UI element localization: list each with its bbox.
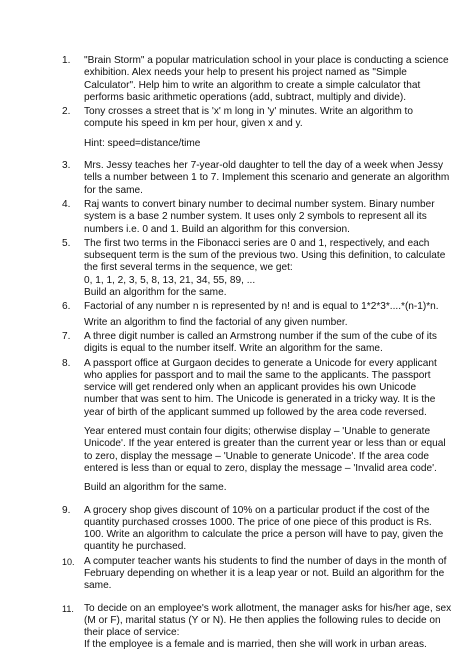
item-number: 1.: [62, 55, 71, 66]
item-number: 9.: [62, 504, 71, 516]
item-number: 2.: [62, 106, 71, 118]
list-item-5: [62, 238, 452, 299]
item-number: 6.: [62, 301, 71, 313]
item-number: 7.: [62, 330, 71, 342]
list-item-11: [62, 603, 452, 652]
item-text: A three digit number is called an Armstrong number if the sum of the cube of its digits is equal to the number itself. Write an algorithm for the same.: [84, 330, 437, 355]
list-item-9: [62, 505, 452, 554]
item-number: 10.: [62, 556, 75, 567]
item-text: Factorial of any number n is represented by n! and is equal to 1*2*3*....*(n-1)*n.: [84, 301, 439, 313]
item-text: A passport office at Gurgaon decides to generate a Unicode for every applicant who applies for passport and to mail the same to the applicants. The passport service will get rendered only when an applicant provides his own Unicode number that was sent to him. The Unicode is generated in a tricky way. It is the year of birth of the applicant summed up followed by the area code reversed.: [84, 357, 437, 418]
item-instruction: Build an algorithm for the same.: [84, 482, 227, 494]
item-number: 8.: [62, 357, 71, 369]
list-item-8: [62, 358, 452, 495]
item-rules: Year entered must contain four digits; otherwise display – 'Unable to generate Unicode'. If the year entered is greater than the current year or less than or equal to zero, display the message – 'Unable to generate Unicode'. If the area code entered is less than or equal to zero, display the message – 'Invalid area code'.: [84, 426, 446, 474]
item-text: Tony crosses a street that is 'x' m long in 'y' minutes. Write an algorithm to compute his speed in km per hour, given x and y.: [84, 106, 413, 130]
item-text: Mrs. Jessy teaches her 7-year-old daughter to tell the day of a week when Jessy tells a number between 1 to 7. Implement this scenario and generate an algorithm for the same.: [84, 160, 450, 196]
item-text: The first two terms in the Fibonacci series are 0 and 1, respectively, and each subsequent term is the sum of the previous two. Using this definition, to calculate the first several terms in the sequence, we get:: [84, 237, 446, 274]
item-number: 5.: [62, 237, 71, 249]
item-sequence: 0, 1, 1, 2, 3, 5, 8, 13, 21, 34, 55, 89, ...: [84, 274, 256, 286]
item-hint: Hint: speed=distance/time: [84, 137, 201, 149]
item-instruction: Build an algorithm for the same.: [84, 287, 227, 299]
item-text: A computer teacher wants his students to find the number of days in the month of February depending on whether it is a leap year or not. Build an algorithm for the same.: [84, 555, 447, 592]
list-item-3: [62, 160, 452, 197]
list-item-6: [62, 301, 452, 329]
item-instruction: Write an algorithm to find the factorial of any given number.: [84, 316, 348, 328]
item-number: 4.: [62, 198, 71, 210]
list-item-1: [62, 55, 452, 104]
item-text: To decide on an employee's work allotment, the manager asks for his/her age, sex (M or F), marital status (Y or N). He then applies the following rules to decide on their place of service:: [84, 602, 452, 639]
list-item-4: [62, 199, 452, 236]
item-number: 11.: [62, 603, 74, 614]
item-text: Raj wants to convert binary number to decimal number system. Binary number system is a base 2 number system. It uses only 2 symbols to represent all its numbers i.e. 0 and 1. Build an algorithm for this conversion.: [84, 198, 435, 235]
item-text: A grocery shop gives discount of 10% on a particular product if the cost of the quantity purchased crosses 1000. The price of one piece of this product is Rs. 100. Write an algorithm to calculate the price a person will have to pay, given the quantity he purchased.: [84, 504, 444, 553]
list-item-2: [62, 106, 452, 150]
item-text: "Brain Storm" a popular matriculation school in your place is conducting a science exhibition. Alex needs your help to present his project named as "Simple Calculator". Help him to write an algorithm to create a simple calculator that performs basic arithmetic operations (add, subtract, multiply and divide).: [84, 55, 449, 103]
question-list: [62, 55, 452, 654]
list-item-7: [62, 331, 452, 356]
list-item-10: [62, 556, 452, 593]
item-number: 3.: [62, 160, 71, 172]
item-rule: If the employee is a female and is married, then she will work in urban areas.: [84, 639, 427, 651]
